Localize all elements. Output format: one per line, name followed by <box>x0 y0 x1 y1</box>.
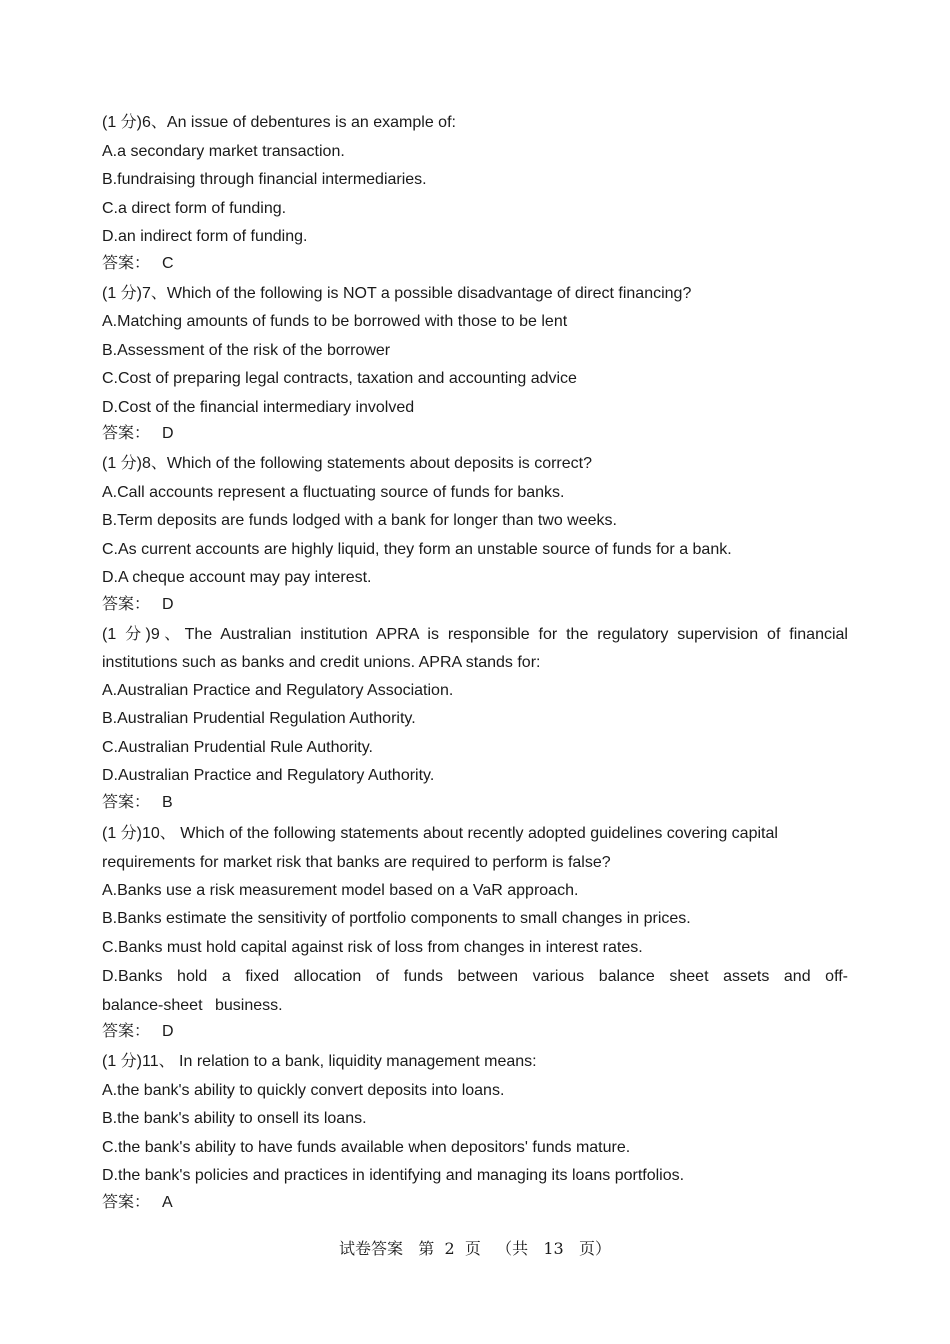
question-prompt: (1 分)10、 Which of the following statements about recently adopted guidelines covering capital requirements for market risk that banks are required to perform is false? <box>102 824 778 871</box>
option-c: C.Banks must hold capital against risk of loss from changes in interest rates. <box>102 938 643 956</box>
answer-value: D <box>162 1023 174 1040</box>
answer-label: 答案： <box>102 254 151 272</box>
answer-line <box>102 593 848 617</box>
answer-line <box>102 1191 848 1215</box>
answer-value: D <box>162 595 174 613</box>
answer-line <box>102 791 848 815</box>
answer-value: A <box>162 1193 173 1211</box>
answer-line <box>102 1020 848 1044</box>
option-d: D.Banks hold a fixed allocation of funds between various balance sheet assets and off-balance-sheet business. <box>102 968 848 1014</box>
question-8 <box>102 450 848 617</box>
option-b: B.Term deposits are funds lodged with a bank for longer than two weeks. <box>102 512 617 529</box>
option-b: B.Banks estimate the sensitivity of portfolio components to small changes in prices. <box>102 910 691 927</box>
question-9 <box>102 621 848 815</box>
answer-value: C <box>162 254 174 272</box>
question-11 <box>102 1048 848 1215</box>
option-a: A.Australian Practice and Regulatory Association. <box>102 681 454 699</box>
option-d: D.A cheque account may pay interest. <box>102 569 372 586</box>
question-prompt: (1 分)7、Which of the following is NOT a possible disadvantage of direct financing? <box>102 284 692 302</box>
option-a: A.Call accounts represent a fluctuating source of funds for banks. <box>102 483 565 501</box>
option-c: C.a direct form of funding. <box>102 199 287 217</box>
answer-label: 答案： <box>102 425 151 442</box>
answer-line <box>102 252 848 276</box>
option-b: B.Australian Prudential Regulation Authority. <box>102 710 416 727</box>
question-6 <box>102 109 848 276</box>
answer-label: 答案： <box>102 1193 151 1211</box>
question-prompt: (1 分)9、The Australian institution APRA is responsible for the regulatory supervision of financial institutions such as banks and credit unions. APRA stands for: <box>102 625 848 671</box>
answer-label: 答案： <box>102 793 151 811</box>
question-10 <box>102 819 848 1045</box>
question-list <box>102 109 848 1219</box>
option-a: A.Banks use a risk measurement model based on a VaR approach. <box>102 881 579 899</box>
answer-label: 答案： <box>102 1023 151 1040</box>
option-a: A.Matching amounts of funds to be borrowed with those to be lent <box>102 313 568 330</box>
answer-label: 答案： <box>102 595 151 613</box>
option-b: B.the bank's ability to onsell its loans. <box>102 1110 367 1127</box>
option-b: B.Assessment of the risk of the borrower <box>102 341 391 359</box>
option-a: A.a secondary market transaction. <box>102 142 345 160</box>
question-7 <box>102 280 848 447</box>
page-footer: 试卷答案 第 2 页 （共 13 页） <box>339 1239 611 1258</box>
option-d: D.Australian Practice and Regulatory Authority. <box>102 767 435 784</box>
question-prompt: (1 分)11、 In relation to a bank, liquidity management means: <box>102 1053 537 1070</box>
answer-line <box>102 422 848 446</box>
answer-value: D <box>162 425 174 442</box>
answer-value: B <box>162 793 173 811</box>
option-c: C.Australian Prudential Rule Authority. <box>102 738 373 756</box>
option-a: A.the bank's ability to quickly convert deposits into loans. <box>102 1081 505 1099</box>
option-b: B.fundraising through financial intermediaries. <box>102 171 427 188</box>
option-c: C.Cost of preparing legal contracts, taxation and accounting advice <box>102 370 577 387</box>
question-prompt: (1 分)6、An issue of debentures is an example of: <box>102 114 456 131</box>
option-d: D.an indirect form of funding. <box>102 228 308 245</box>
option-c: C.the bank's ability to have funds available when depositors' funds mature. <box>102 1138 631 1156</box>
option-d: D.Cost of the financial intermediary involved <box>102 398 415 416</box>
option-c: C.As current accounts are highly liquid, they form an unstable source of funds for a bank. <box>102 540 732 558</box>
option-d: D.the bank's policies and practices in identifying and managing its loans portfolios. <box>102 1167 685 1184</box>
question-prompt: (1 分)8、Which of the following statements about deposits is correct? <box>102 455 593 472</box>
